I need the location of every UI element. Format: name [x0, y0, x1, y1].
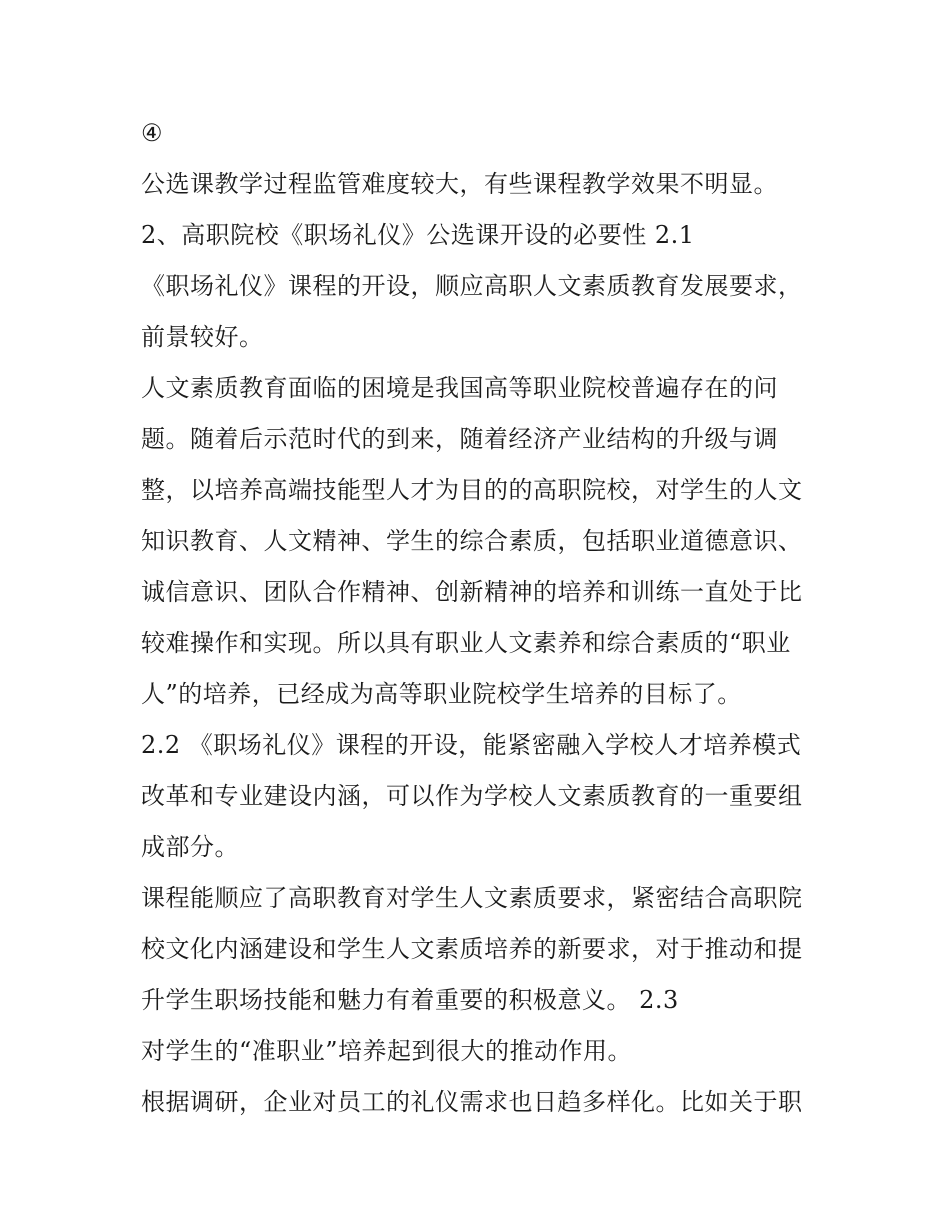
text-line: 人文素质教育面临的困境是我国高等职业院校普遍存在的问 [141, 374, 778, 402]
section-heading: 2.2 《职场礼仪》课程的开设，能紧密融入学校人才培养模式 [141, 731, 802, 759]
text-line: 课程能顺应了高职教育对学生人文素质要求，紧密结合高职院 [141, 884, 803, 912]
text-line: 较难操作和实现。所以具有职业人文素养和综合素质的“职业 [141, 629, 791, 657]
section-heading: 2、高职院校《职场礼仪》公选课开设的必要性 2.1 [141, 221, 695, 249]
text-line: 对学生的“准职业”培养起到很大的推动作用。 [141, 1037, 633, 1065]
text-line: ④ [141, 119, 164, 147]
text-line: 改革和专业建设内涵，可以作为学校人文素质教育的一重要组 [141, 782, 803, 810]
text-line: 校文化内涵建设和学生人文素质培养的新要求，对于推动和提 [141, 935, 803, 963]
text-line: 升学生职场技能和魅力有着重要的积极意义。 2.3 [141, 986, 679, 1014]
text-line: 题。随着后示范时代的到来，随着经济产业结构的升级与调 [141, 425, 778, 453]
text-line: 整，以培养高端技能型人才为目的的高职院校，对学生的人文 [141, 476, 803, 504]
text-line: 人”的培养，已经成为高等职业院校学生培养的目标了。 [141, 680, 742, 708]
text-line: 《职场礼仪》课程的开设，顺应高职人文素质教育发展要求， [141, 272, 803, 300]
text-line: 根据调研，企业对员工的礼仪需求也日趋多样化。比如关于职 [141, 1088, 803, 1116]
text-line: 前景较好。 [141, 323, 264, 351]
text-line: 诚信意识、团队合作精神、创新精神的培养和训练一直处于比 [141, 578, 803, 606]
document-body [141, 108, 813, 1128]
text-line: 知识教育、人文精神、学生的综合素质，包括职业道德意识、 [141, 527, 803, 555]
text-line: 成部分。 [141, 833, 239, 861]
text-line: 公选课教学过程监管难度较大，有些课程教学效果不明显。 [141, 170, 778, 198]
